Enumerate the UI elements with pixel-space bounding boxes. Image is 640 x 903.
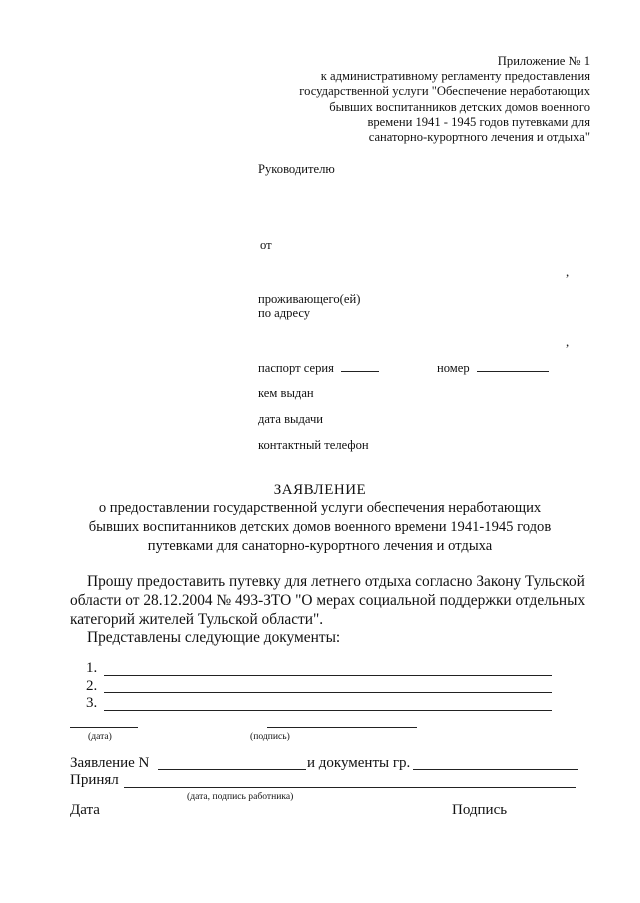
statement-subtitle-line: путевками для санаторно-курортного лечения и отдыха [147,538,493,554]
worker-caption: (дата, подпись работника) [187,791,294,802]
statement-subtitle-line: о предоставлении государственной услуги обеспечения неработающих [98,500,542,516]
passport-series-blank [341,360,379,372]
passport-series-row [258,360,379,376]
request-text: Прошу предоставить путевку для летнего отдыха согласно Закону Тульской области от 28.12.2004 № 493-ЗТО "О мерах социальной поддержки отдельных категорий жителей Тульской области". [70,573,586,628]
appendix-line: санаторно-курортного лечения и отдыха" [368,130,590,145]
document-item [70,678,108,695]
document-line [104,692,552,693]
comma: , [566,264,570,279]
phone-label: контактный телефон [258,438,369,452]
appendix-line: Приложение № 1 [497,54,590,68]
citizen-name-line [413,769,578,770]
accepted-label: Принял [70,772,119,788]
date-label: Дата [70,802,100,818]
document-line [104,710,552,711]
documents-intro: Представлены следующие документы: [87,629,341,646]
and-documents-label: и документы гр. [307,755,411,771]
issued-by-label: кем выдан [258,386,314,400]
signature-caption: (подпись) [250,731,290,742]
date-caption: (дата) [88,731,112,742]
statement-subtitle-line: бывших воспитанников детских домов военного времени 1941-1945 годов [88,519,552,535]
appendix-line: времени 1941 - 1945 годов путевками для [367,114,590,129]
address-label: по адресу [258,306,311,320]
signature-label: Подпись [452,802,508,818]
appendix-line: бывших воспитанников детских домов военного [329,99,590,114]
passport-number-row [437,360,549,376]
statement-number-label: Заявление N [70,755,150,771]
document-item [70,660,108,677]
passport-number-blank [477,360,549,372]
document-item-number: 1. [86,660,98,676]
appendix-line: к административному регламенту предоставления [320,69,590,84]
statement-number-line [158,769,306,770]
document-item-number: 3. [86,695,98,711]
signature-line [267,727,417,728]
statement-heading: ЗАЯВЛЕНИЕ [273,482,367,498]
residing-label: проживающего(ей) [258,292,361,306]
date-line [70,727,138,728]
passport-series-label: паспорт серия [258,361,334,375]
issue-date-label: дата выдачи [258,412,324,426]
accepted-line [124,787,576,788]
statement-title [0,482,640,556]
passport-number-label: номер [437,361,470,375]
document-item-number: 2. [86,678,98,694]
appendix-header [250,54,590,145]
appendix-line: государственной услуги "Обеспечение неработающих [299,84,590,99]
comma: , [566,334,570,349]
addressee-from: от [260,238,272,252]
document-line [104,675,552,676]
document-item [70,695,108,712]
addressee-to: Руководителю [258,162,335,176]
